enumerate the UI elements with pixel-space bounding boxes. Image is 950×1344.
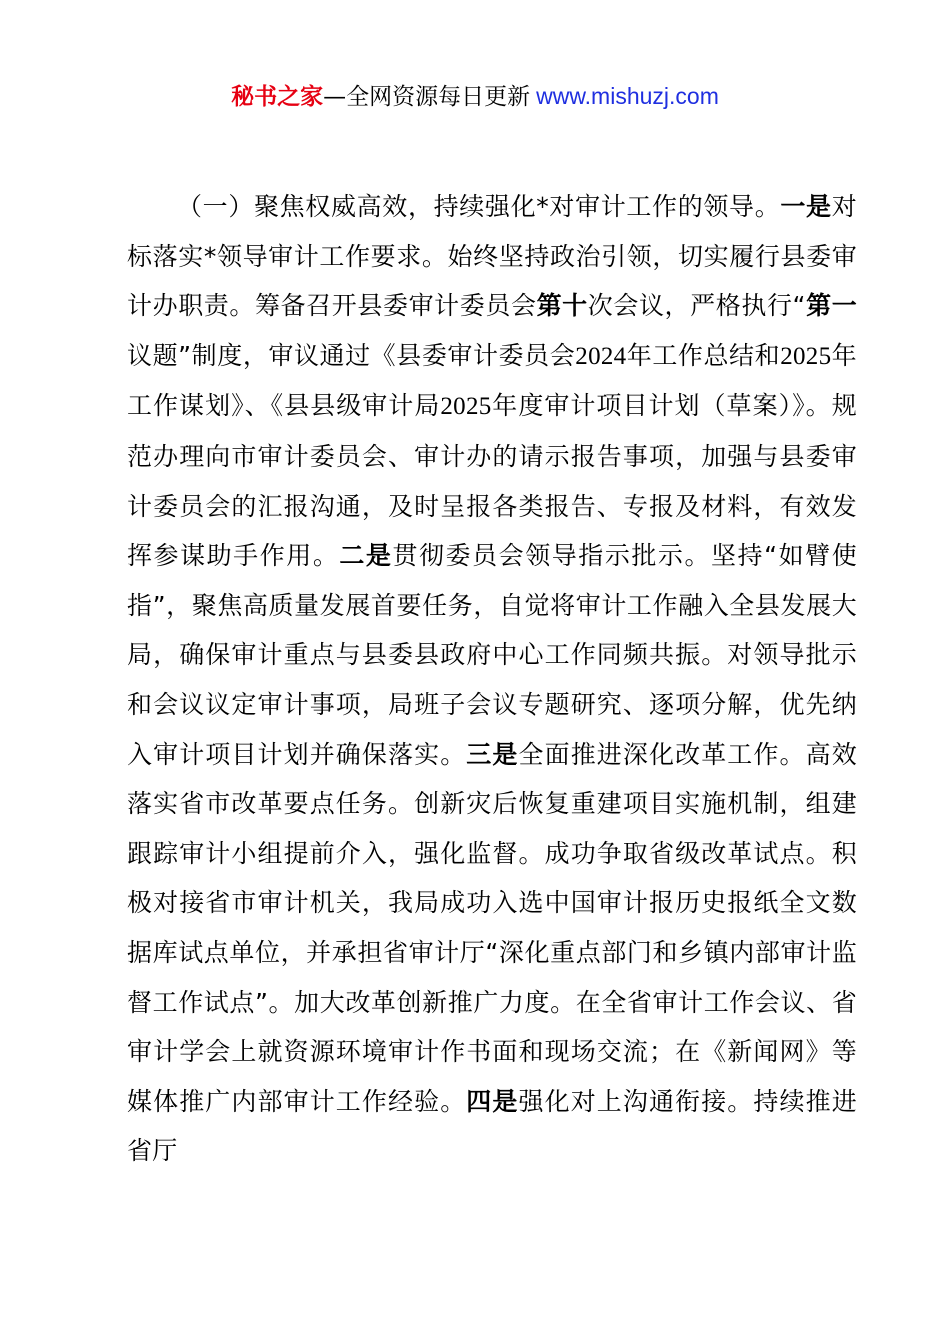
year-number: 2025 (440, 393, 492, 421)
emphasis-text: 第一 (805, 291, 857, 321)
point-label-1: 一是 (780, 192, 832, 221)
site-brand: 秘书之家 (231, 84, 324, 110)
paragraph-text: 全面推进深化改革工作。高效落实省市改革要点任务。创新灾后恢复重建项目实施机制，组建跟踪审计小组提前介入，强化监督。成功争取省级改革试点。积极对接省市审计机关，我局成功入选中国审计报历史报纸全文数据库试点单位，并承担省审计厅“深化重点部门和乡镇内部审计监督工作试点”。加大改革创新推广力度。在全省审计工作会议、省审计学会上就资源环境审计作书面和现场交流；在《新闻网》等媒体推广内部审计工作经验。 (127, 739, 857, 1116)
site-tagline: —全网资源每日更新 (323, 84, 531, 110)
document-paragraph (127, 182, 857, 1176)
paragraph-text: 次会议，严格执行“ (587, 291, 806, 321)
site-header (0, 80, 950, 113)
paragraph-text: 年度审计项目计划（草案）》。规范办理向市审计委员会、审计办的请示报告事项，加强与县委审计委员会的汇报沟通，及时呈报各类报告、专报及材料，有效发挥参谋助手作用。 (127, 391, 857, 571)
emphasis-text: 第十 (536, 291, 588, 321)
paragraph-text: 对标落实*领导审计工作要求。始终坚持政治引领，切实履行县委审计办职责。筹备召开县委审计委员会 (127, 192, 857, 321)
year-number: 2024 (575, 342, 627, 370)
section-heading: （一）聚焦权威高效，持续强化*对审计工作的领导。 (177, 192, 781, 221)
paragraph-text: 强化对上沟通衔接。持续推进省厅 (127, 1086, 857, 1166)
point-label-3: 三是 (466, 739, 519, 769)
site-url-link[interactable]: www.mishuzj.com (536, 83, 719, 109)
paragraph-text: 年工作总结和 (626, 340, 781, 370)
point-label-2: 二是 (339, 541, 393, 571)
point-label-4: 四是 (466, 1086, 519, 1116)
paragraph-text: 年工作谋划》、《县县级审计局 (127, 340, 857, 421)
paragraph-text: 议题”制度，审议通过《县委审计委员会 (127, 340, 576, 370)
year-number: 2025 (780, 342, 832, 370)
paragraph-text: 贯彻委员会领导指示批示。坚持“如臂使指”，聚焦高质量发展首要任务，自觉将审计工作融入全县发展大局，确保审计重点与县委县政府中心工作同频共振。对领导批示和会议议定审计事项，局班子会议专题研究、逐项分解，优先纳入审计项目计划并确保落实。 (127, 541, 857, 769)
